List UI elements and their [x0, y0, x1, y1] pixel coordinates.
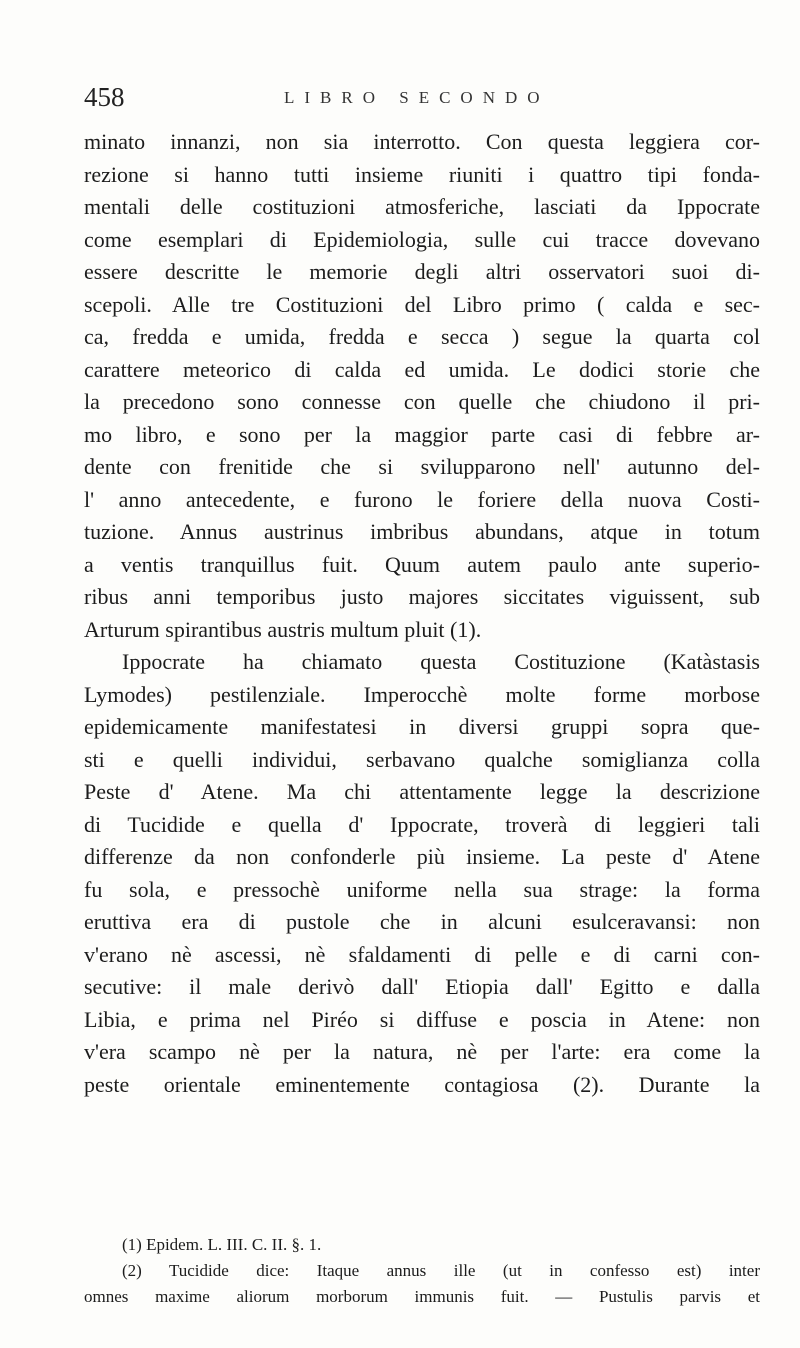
- text-line: secutive: il male derivò dall' Etiopia dall' Egitto e dalla: [84, 974, 760, 999]
- running-title: LIBRO SECONDO: [284, 88, 550, 107]
- text-line: eruttiva era di pustole che in alcuni esulceravansi: non: [84, 909, 760, 934]
- text-line: carattere meteorico di calda ed umida. Le dodici storie che: [84, 356, 760, 382]
- page-number: 458: [84, 82, 125, 112]
- text-line: Arturum spirantibus austris multum pluit (1).: [84, 616, 482, 642]
- page-header: [84, 82, 774, 118]
- text-line: Peste d' Atene. Ma chi attentamente legge la descrizione: [84, 779, 760, 804]
- text-line: scepoli. Alle tre Costituzioni del Libro primo ( calda e sec-: [84, 291, 760, 317]
- text-line: minato innanzi, non sia interrotto. Con questa leggiera cor-: [84, 129, 760, 154]
- text-line: peste orientale eminentemente contagiosa (2). Durante la: [84, 1071, 760, 1097]
- text-line: Lymodes) pestilenziale. Imperocchè molte forme morbose: [84, 681, 760, 707]
- text-line: sti e quelli individui, serbavano qualche somiglianza colla: [84, 746, 760, 772]
- text-line: ribus anni temporibus justo majores siccitates viguissent, sub: [84, 584, 760, 609]
- footnote-2-continued: omnes maxime aliorum morborum immunis fuit. — Pustulis parvis et: [84, 1287, 760, 1306]
- text-line: ca, fredda e umida, fredda e secca ) segue la quarta col: [84, 324, 760, 349]
- text-line: rezione si hanno tutti insieme riuniti i quattro tipi fonda-: [84, 161, 760, 187]
- text-line: v'era scampo nè per la natura, nè per l'arte: era come la: [84, 1039, 760, 1064]
- footnote-1: (1) Epidem. L. III. C. II. §. 1.: [122, 1235, 322, 1254]
- text-line: fu sola, e pressochè uniforme nella sua strage: la forma: [84, 876, 760, 902]
- text-line: v'erano nè ascessi, nè sfaldamenti di pelle e di carni con-: [84, 941, 760, 967]
- text-line: mentali delle costituzioni atmosferiche, lasciati da Ippocrate: [84, 194, 760, 219]
- text-line: la precedono sono connesse con quelle che chiudono il pri-: [84, 389, 760, 414]
- text-line: a ventis tranquillus fuit. Quum autem paulo ante superio-: [84, 551, 760, 577]
- text-line: Ippocrate ha chiamato questa Costituzione (Katàstasis: [122, 649, 760, 674]
- text-line: Libia, e prima nel Piréo si diffuse e poscia in Atene: non: [84, 1006, 760, 1032]
- body-text: [84, 126, 760, 1101]
- footnotes: [84, 1232, 760, 1310]
- text-line: come esemplari di Epidemiologia, sulle cui tracce dovevano: [84, 226, 760, 252]
- text-line: di Tucidide e quella d' Ippocrate, troverà di leggieri tali: [84, 811, 760, 837]
- text-line: mo libro, e sono per la maggior parte casi di febbre ar-: [84, 421, 760, 447]
- footnote-2: (2) Tucidide dice: Itaque annus ille (ut in confesso est) inter: [122, 1261, 760, 1280]
- text-line: epidemicamente manifestatesi in diversi gruppi sopra que-: [84, 714, 760, 739]
- text-line: essere descritte le memorie degli altri osservatori suoi di-: [84, 259, 760, 284]
- text-line: differenze da non confonderle più insieme. La peste d' Atene: [84, 844, 760, 869]
- text-line: l' anno antecedente, e furono le foriere della nuova Costi-: [84, 486, 760, 512]
- text-line: tuzione. Annus austrinus imbribus abundans, atque in totum: [84, 519, 760, 544]
- text-line: dente con frenitide che si svilupparono nell' autunno del-: [84, 454, 760, 479]
